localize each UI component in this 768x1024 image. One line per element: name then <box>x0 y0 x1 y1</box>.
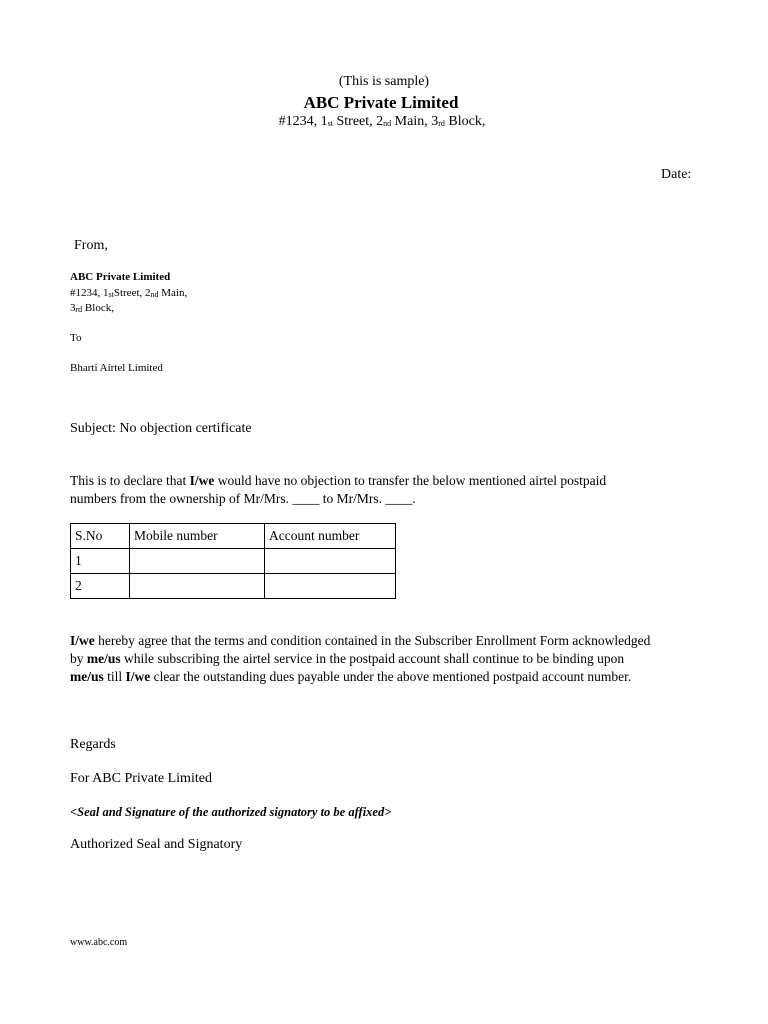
date-label: Date: <box>661 167 692 182</box>
table-cell <box>265 574 396 599</box>
from-company: ABC Private Limited <box>70 271 171 283</box>
agreement-line-3: me/us till I/we clear the outstanding dues payable under the above mentioned postpaid account number. <box>70 669 632 684</box>
table-row <box>71 574 396 599</box>
subject-line: Subject: No objection certificate <box>70 421 252 436</box>
table-row <box>71 549 396 574</box>
declaration-line-1: This is to declare that I/we would have no objection to transfer the below mentioned airtel postpaid <box>70 473 607 488</box>
table-cell <box>265 549 396 574</box>
for-company: For ABC Private Limited <box>70 771 212 786</box>
table-cell: 2 <box>71 574 130 599</box>
header-account-number: Account number <box>265 524 396 549</box>
numbers-table <box>70 523 396 599</box>
from-address-line1: #1234, $1_{st}Street$, $2_{nd}$ Main, <box>70 287 188 299</box>
agreement-line-2: by me/us while subscribing the airtel service in the postpaid account shall continue to be binding upon <box>70 651 625 666</box>
header-sno: S.No <box>71 524 130 549</box>
header-mobile-number: Mobile number <box>130 524 265 549</box>
agreement-paragraph <box>70 632 650 686</box>
authorized-signatory: Authorized Seal and Signatory <box>70 837 243 852</box>
company-address: #1234, $1_{st}$ Street, $2_{nd}$ Main, $3_{rd}$ Block, <box>278 114 486 129</box>
table-cell: 1 <box>71 549 130 574</box>
seal-note: <Seal and Signature of the authorized signatory to be affixed> <box>70 805 392 819</box>
agreement-line-1: I/we hereby agree that the terms and condition contained in the Subscriber Enrollment Form acknowledged <box>70 633 651 648</box>
table-header-row <box>71 524 396 549</box>
table-cell <box>130 549 265 574</box>
declaration-paragraph <box>70 472 606 508</box>
sample-note: (This is sample) <box>338 74 430 89</box>
company-title: ABC Private Limited <box>303 93 459 112</box>
table-cell <box>130 574 265 599</box>
regards: Regards <box>70 737 116 752</box>
footer-website: www.abc.com <box>70 937 128 948</box>
from-label: From, <box>74 238 108 253</box>
to-label: To <box>70 332 82 344</box>
to-recipient: Bharti Airtel Limited <box>70 362 163 374</box>
declaration-line-2: numbers from the ownership of Mr/Mrs. ____ to Mr/Mrs. ____. <box>70 491 416 506</box>
from-address-line2: $3_{rd}$ Block, <box>70 302 114 314</box>
